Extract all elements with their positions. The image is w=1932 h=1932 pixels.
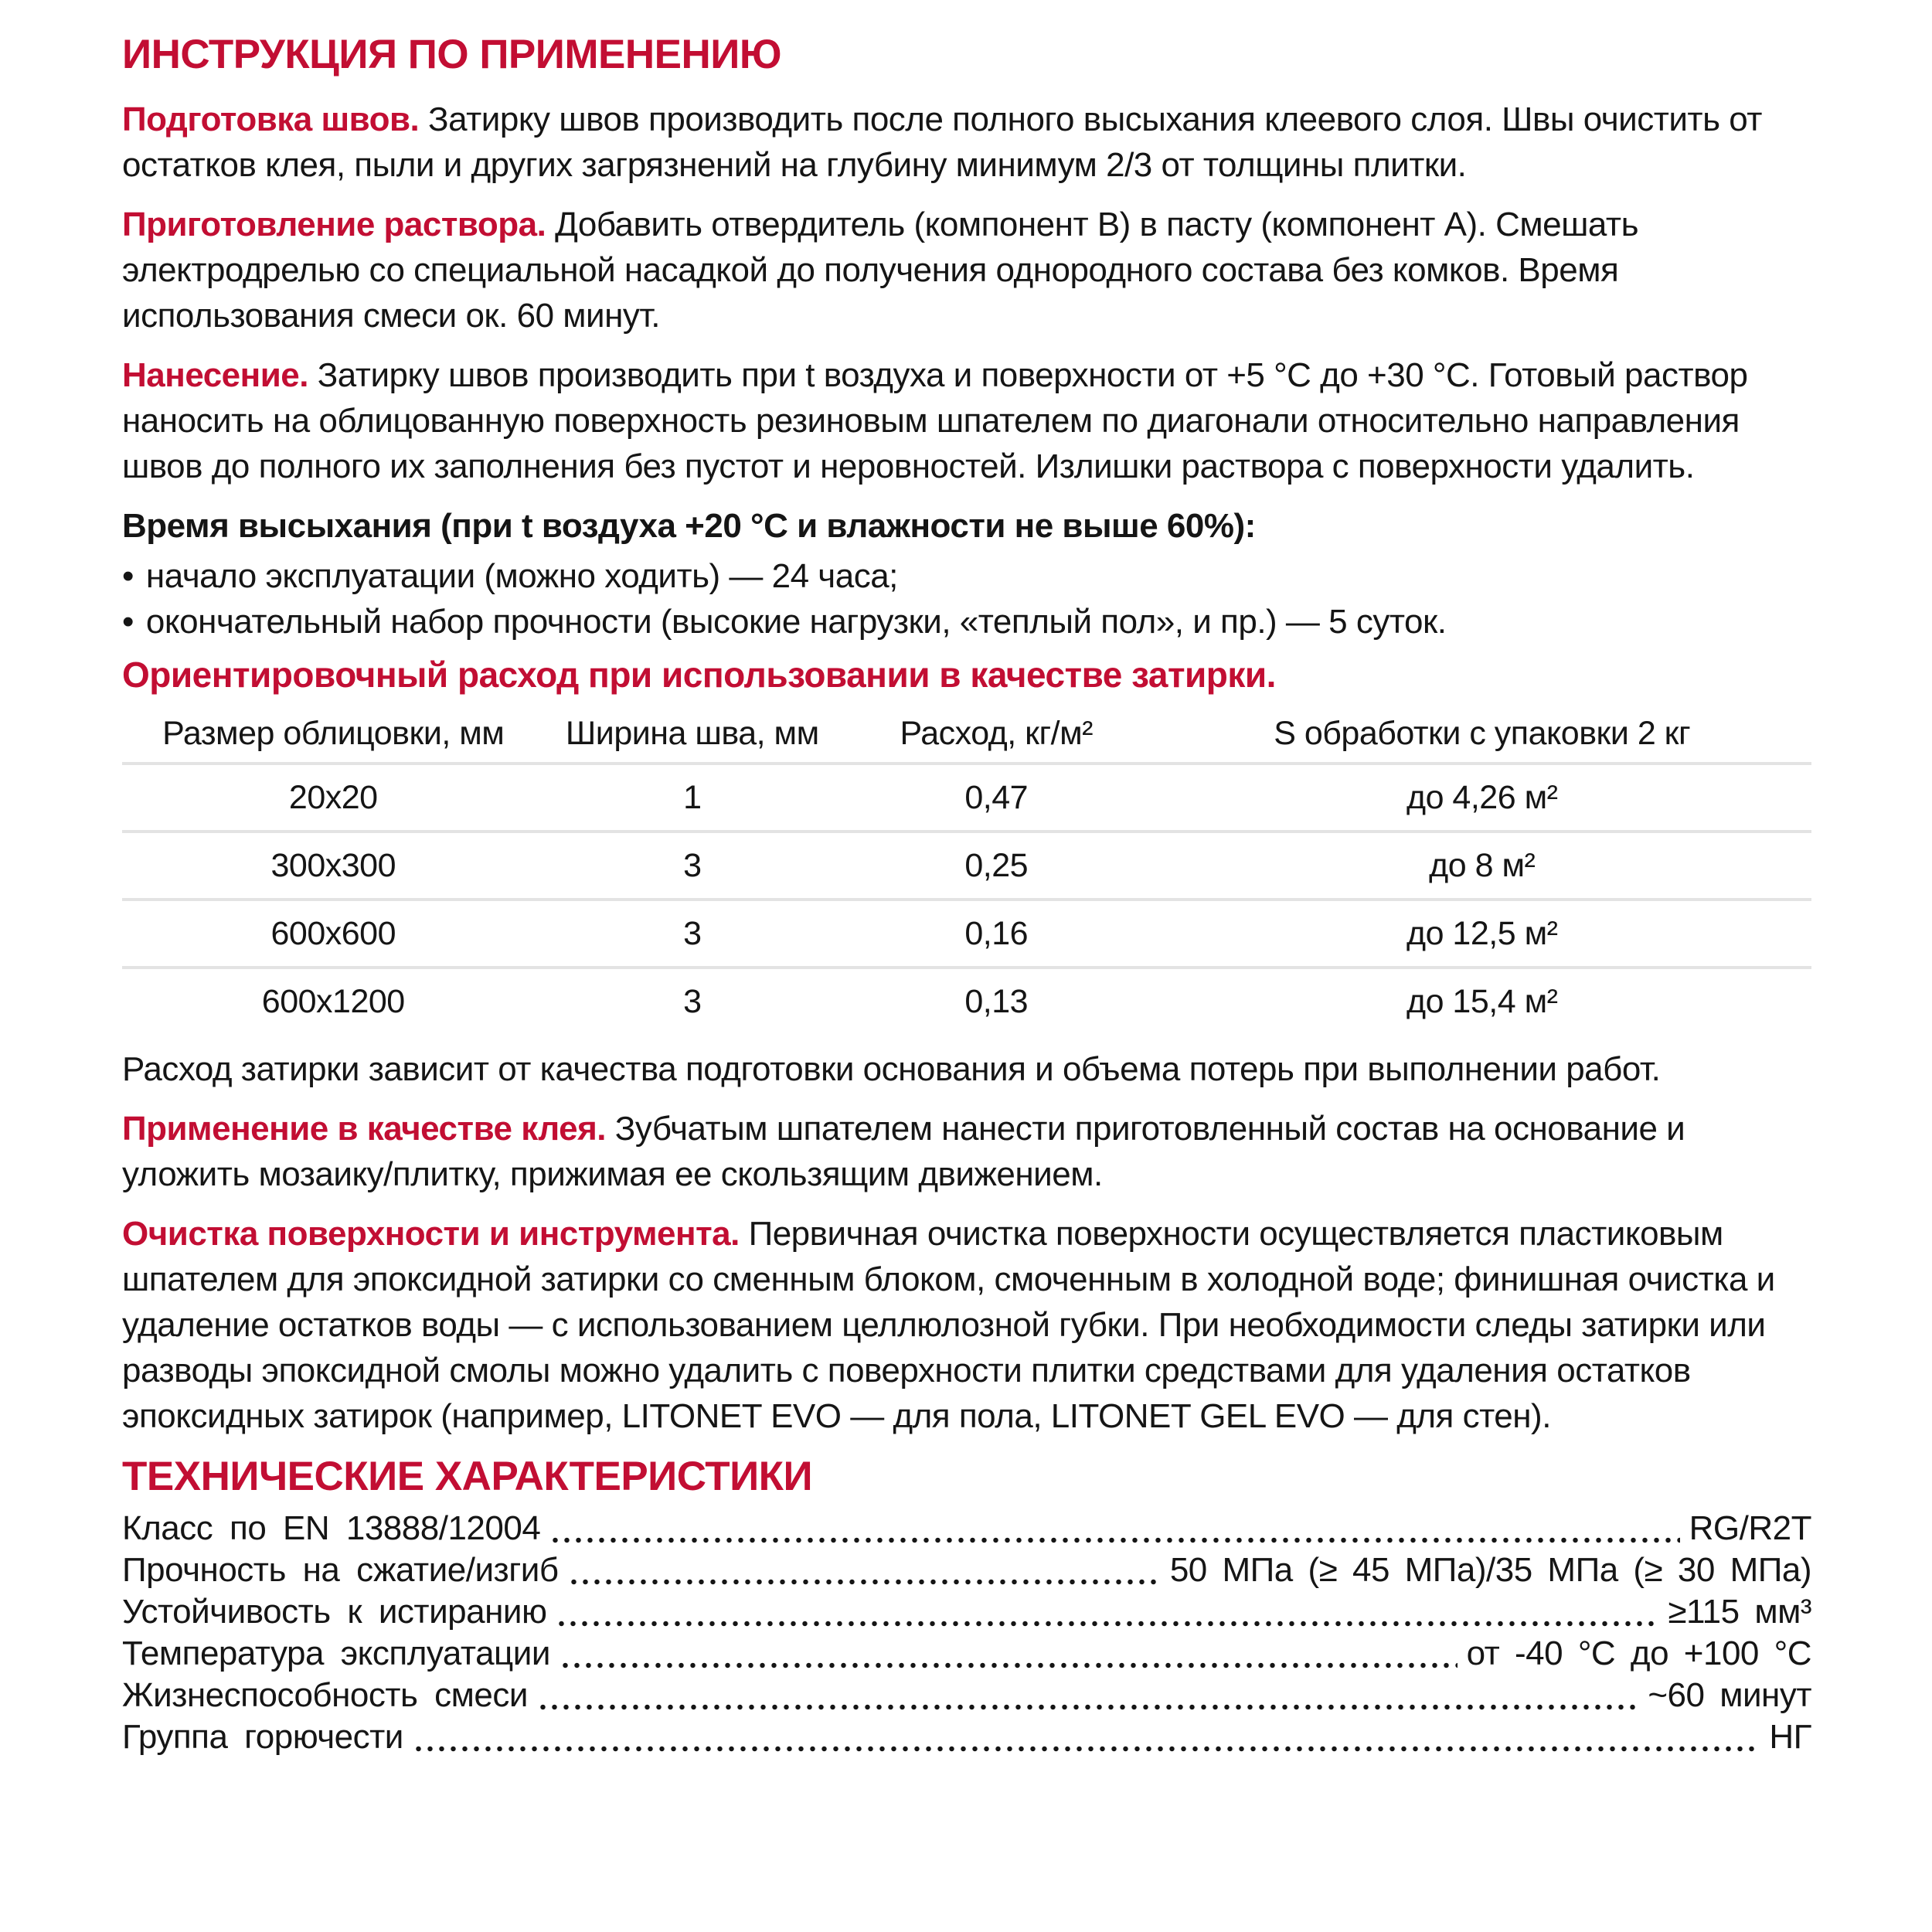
spec-value: НГ (1769, 1718, 1811, 1756)
spec-row (122, 1549, 1811, 1591)
dot-leader (537, 1704, 1638, 1710)
table-cell: до 8 м² (1152, 832, 1811, 900)
table-row (122, 764, 1811, 832)
spec-row (122, 1508, 1811, 1549)
spec-value: ~60 минут (1648, 1676, 1811, 1714)
header-cell-tile-size: Размер облицовки, мм (122, 705, 545, 764)
consumption-heading: Ориентировочный расход при использовании в качестве затирки. (122, 655, 1276, 695)
spec-row (122, 1591, 1811, 1633)
spec-label: Устойчивость к истиранию (122, 1593, 547, 1631)
drying-time-list (122, 553, 1811, 645)
header-cell-consumption: Расход, кг/м² (840, 705, 1152, 764)
dot-leader (549, 1537, 1679, 1543)
table-row (122, 968, 1811, 1034)
spec-label: Жизнеспособность смеси (122, 1676, 528, 1714)
table-cell: 0,25 (840, 832, 1152, 900)
table-cell: 600x600 (122, 900, 545, 968)
table-cell: 3 (545, 832, 841, 900)
spec-row (122, 1675, 1811, 1716)
para-adhesive-text: Зубчатым шпателем нанести приготовленный состав на основание и уложить мозаику/плитку, прижимая ее скользящим движением. (122, 1110, 1685, 1193)
spec-label: Класс по EN 13888/12004 (122, 1509, 541, 1547)
dot-leader (568, 1579, 1161, 1585)
spec-label: Прочность на сжатие/изгиб (122, 1551, 559, 1589)
dot-leader (560, 1662, 1458, 1668)
list-item: • начало эксплуатации (можно ходить) — 24 часа; (122, 553, 1811, 599)
spec-value: ≥115 мм³ (1668, 1593, 1811, 1631)
para-cleaning-text: Первичная очистка поверхности осуществляется пластиковым шпателем для эпоксидной затирки со сменным блоком, смоченным в холодной воде; финишная очистка и удаление остатков воды — с использованием целлюлозной губки. При необходимости следы затирки или разводы эпоксидной смолы можно удалить с поверхности плитки средствами для удаления остатков эпоксидных затирок (например, LITONET EVO — для пола, LITONET GEL EVO — для стен). (122, 1215, 1775, 1435)
table-cell: до 4,26 м² (1152, 764, 1811, 832)
para-cleaning-lead: Очистка поверхности и инструмента. (122, 1215, 740, 1253)
table-cell: 0,16 (840, 900, 1152, 968)
para-mixing-text: Добавить отвердитель (компонент B) в пасту (компонент A). Смешать электродрелью со специальной насадкой до получения однородного состава без комков. Время использования смеси ок. 60 минут. (122, 206, 1639, 335)
spec-value: RG/R2T (1689, 1509, 1811, 1547)
table-cell: до 15,4 м² (1406, 982, 1558, 1020)
table-cell: до 12,5 м² (1152, 900, 1811, 968)
list-item: • окончательный набор прочности (высокие нагрузки, «теплый пол», и пр.) — 5 суток. (122, 599, 1811, 645)
table-cell: 3 (545, 900, 841, 968)
consumption-table (122, 705, 1811, 1034)
table-header-row (122, 705, 1811, 764)
spec-label: Группа горючести (122, 1718, 403, 1756)
table-cell: 3 (683, 982, 702, 1020)
header-cell-coverage: S обработки с упаковки 2 кг (1152, 705, 1811, 764)
spec-value: 50 МПа (≥ 45 МПа)/35 МПа (≥ 30 МПа) (1169, 1551, 1811, 1589)
para-preparation-lead: Подготовка швов. (122, 100, 420, 138)
spec-value: от -40 °C до +100 °C (1466, 1634, 1811, 1672)
spec-row (122, 1633, 1811, 1675)
spec-label: Температура эксплуатации (122, 1634, 550, 1672)
table-row (122, 832, 1811, 900)
para-application (122, 352, 1811, 489)
para-preparation-text: Затирку швов производить после полного высыхания клеевого слоя. Швы очистить от остатков клея, пыли и других загрязнений на глубину минимум 2/3 от толщины плитки. (122, 100, 1762, 184)
table-row (122, 900, 1811, 968)
para-adhesive-lead: Применение в качестве клея. (122, 1110, 607, 1148)
table-cell: 20x20 (122, 764, 545, 832)
para-mixing-lead: Приготовление раствора. (122, 206, 546, 243)
page-title: ИНСТРУКЦИЯ ПО ПРИМЕНЕНИЮ (122, 32, 782, 77)
spec-row (122, 1716, 1811, 1758)
tech-title: ТЕХНИЧЕСКИЕ ХАРАКТЕРИСТИКИ (122, 1454, 813, 1499)
para-application-text: Затирку швов производить при t воздуха и поверхности от +5 °C до +30 °C. Готовый раствор наносить на облицованную поверхность резиновым шпателем по диагонали относительно направления швов до полного их заполнения без пустот и неровностей. Излишки раствора с поверхности удалить. (122, 356, 1748, 485)
para-mixing (122, 202, 1811, 338)
para-adhesive (122, 1106, 1811, 1197)
table-cell: 600x1200 (261, 982, 405, 1020)
drying-time-heading: Время высыхания (при t воздуха +20 °C и влажности не выше 60%): (122, 507, 1256, 545)
table-cell: 0,13 (964, 982, 1029, 1020)
consumption-note: Расход затирки зависит от качества подготовки основания и объема потерь при выполнении работ. (122, 1050, 1661, 1088)
table-cell: 1 (545, 764, 841, 832)
para-cleaning (122, 1211, 1811, 1439)
table-cell: 0,47 (840, 764, 1152, 832)
dot-leader (413, 1746, 1760, 1752)
table-cell: 300x300 (122, 832, 545, 900)
header-cell-joint-width: Ширина шва, мм (545, 705, 841, 764)
para-application-lead: Нанесение. (122, 356, 308, 394)
para-preparation (122, 97, 1811, 188)
dot-leader (556, 1621, 1658, 1627)
